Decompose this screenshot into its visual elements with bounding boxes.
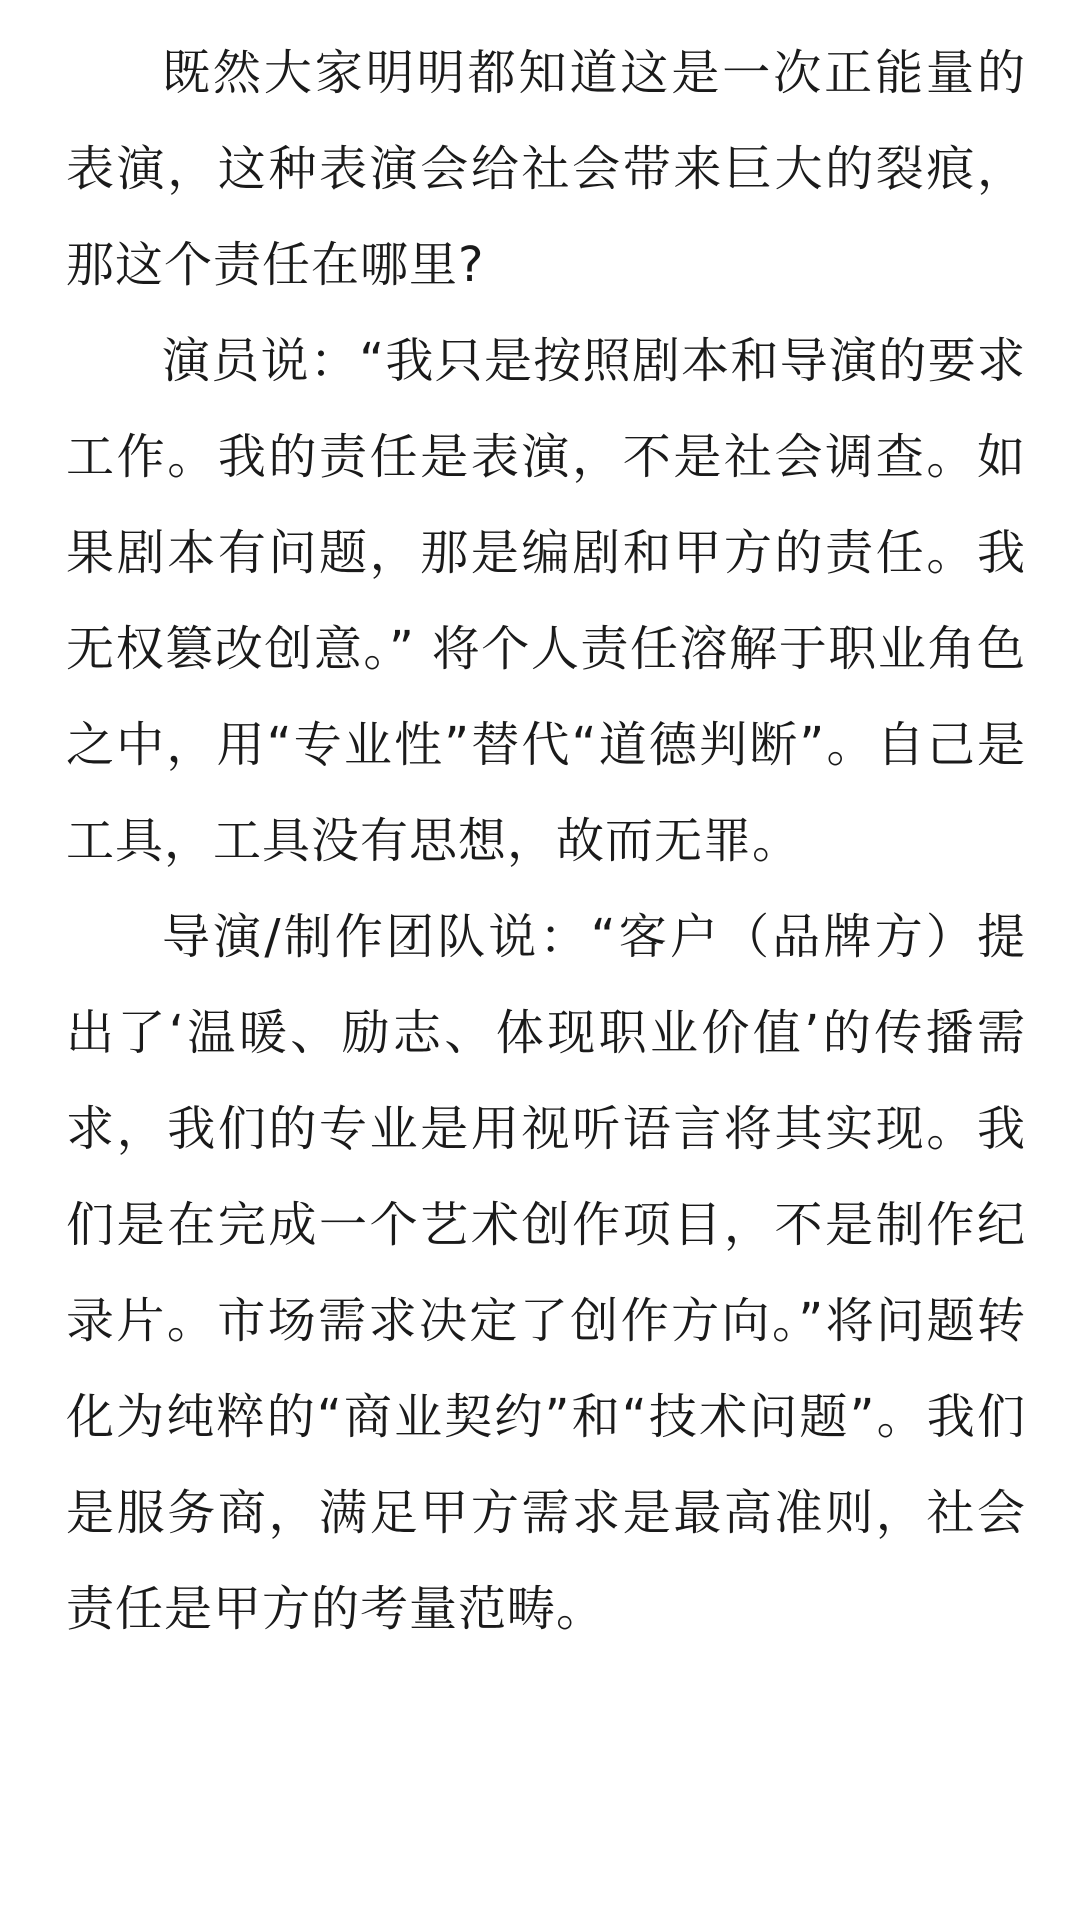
paragraph-actor-statement: 演员说：“我只是按照剧本和导演的要求工作。我的责任是表演，不是社会调查。如果剧本有问题，那是编剧和甲方的责任。我无权篡改创意。” 将个人责任溶解于职业角色之中，用“专业性”替代“道德判断”。自己是工具，工具没有思想，故而无罪。 xyxy=(66,333,1026,869)
article-body xyxy=(66,0,1026,1657)
paragraph-responsibility-question: 既然大家明明都知道这是一次正能量的表演，这种表演会给社会带来巨大的裂痕，那这个责任在哪里? xyxy=(66,45,1026,293)
paragraph-director-statement: 导演/制作团队说：“客户（品牌方）提出了‘温暖、励志、体现职业价值’的传播需求，我们的专业是用视听语言将其实现。我们是在完成一个艺术创作项目，不是制作纪录片。市场需求决定了创作方向。”将问题转化为纯粹的“商业契约”和“技术问题”。我们是服务商，满足甲方需求是最高准则，社会责任是甲方的考量范畴。 xyxy=(66,909,1026,1637)
